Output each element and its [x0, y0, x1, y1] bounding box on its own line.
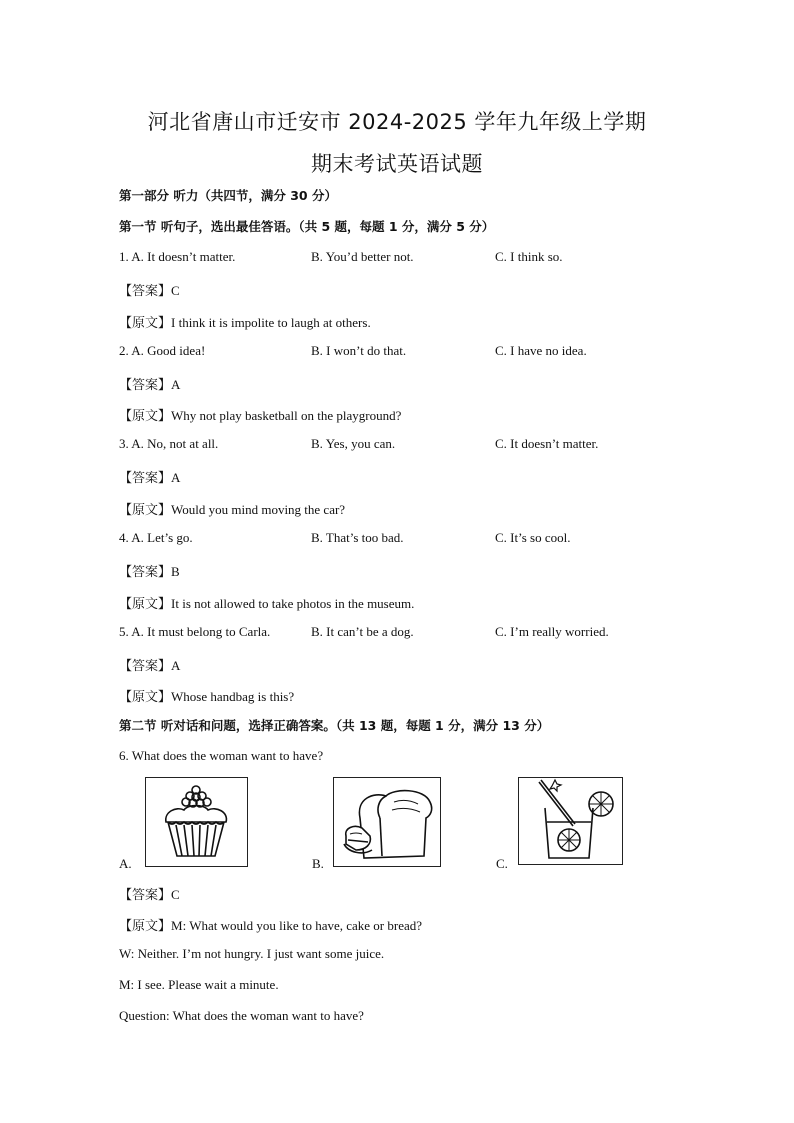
q2-option-c: C. I have no idea.: [495, 343, 587, 358]
script-tag: 【原文】: [119, 503, 172, 518]
q5-answer-value: A: [171, 658, 181, 673]
part1-heading: 第一部分 听力（共四节，满分 30 分）: [119, 188, 337, 203]
q5-option-c: C. I’m really worried.: [495, 624, 609, 639]
q3-answer: [119, 467, 180, 486]
q2-script: [119, 405, 401, 424]
page-subtitle: 期末考试英语试题: [311, 152, 483, 176]
q6-answer: [119, 884, 180, 903]
q2-answer-value: A: [171, 377, 181, 392]
q4-answer-value: B: [171, 564, 180, 579]
q6-script-line3: M: I see. Please wait a minute.: [119, 977, 279, 992]
q6-question: 6. What does the woman want to have?: [119, 748, 324, 763]
q1-answer: [119, 280, 180, 299]
q6-label-a: A.: [119, 856, 132, 871]
script-tag: 【原文】: [119, 316, 172, 331]
q3-script: [119, 499, 345, 518]
answer-tag: 【答案】: [119, 659, 172, 674]
q5-script-text: Whose handbag is this?: [171, 689, 295, 704]
answer-tag: 【答案】: [119, 565, 172, 580]
juice-icon: [518, 777, 623, 865]
q2-option-b: B. I won’t do that.: [311, 343, 407, 358]
q3-option-c: C. It doesn’t matter.: [495, 436, 599, 451]
q3-script-text: Would you mind moving the car?: [171, 502, 346, 517]
q6-label-c: C.: [496, 856, 508, 871]
q6-label-b: B.: [312, 856, 324, 871]
q2-answer: [119, 374, 180, 393]
cupcake-icon: [145, 777, 248, 867]
script-tag: 【原文】: [119, 690, 172, 705]
q1-script-text: I think it is impolite to laugh at others.: [171, 315, 371, 330]
q1-option-a: 1. A. It doesn’t matter.: [119, 249, 236, 264]
q6-script-line4: Question: What does the woman want to have?: [119, 1008, 364, 1023]
section2-heading: 第二节 听对话和问题，选择正确答案。（共 13 题，每题 1 分，满分 13 分）: [119, 718, 550, 733]
q5-option-a: 5. A. It must belong to Carla.: [119, 624, 271, 639]
q4-answer: [119, 561, 180, 580]
answer-tag: 【答案】: [119, 888, 172, 903]
q4-script-text: It is not allowed to take photos in the museum.: [171, 596, 415, 611]
answer-tag: 【答案】: [119, 284, 172, 299]
q6-answer-value: C: [171, 887, 180, 902]
q1-script: [119, 312, 371, 331]
q6-script-line2: W: Neither. I’m not hungry. I just want some juice.: [119, 946, 385, 961]
q4-option-a: 4. A. Let’s go.: [119, 530, 193, 545]
answer-tag: 【答案】: [119, 378, 172, 393]
q3-option-b: B. Yes, you can.: [311, 436, 396, 451]
q5-option-b: B. It can’t be a dog.: [311, 624, 414, 639]
q1-option-c: C. I think so.: [495, 249, 563, 264]
bread-icon: [333, 777, 441, 867]
script-tag: 【原文】: [119, 597, 172, 612]
q3-option-a: 3. A. No, not at all.: [119, 436, 219, 451]
q3-answer-value: A: [171, 470, 181, 485]
q5-script: [119, 686, 294, 705]
section1-heading: 第一节 听句子，选出最佳答语。（共 5 题，每题 1 分，满分 5 分）: [119, 219, 495, 234]
answer-tag: 【答案】: [119, 471, 172, 486]
q6-script-line1: M: What would you like to have, cake or bread?: [171, 918, 423, 933]
q1-option-b: B. You’d better not.: [311, 249, 414, 264]
q2-option-a: 2. A. Good idea!: [119, 343, 206, 358]
q1-answer-value: C: [171, 283, 180, 298]
page-title: 河北省唐山市迁安市 2024-2025 学年九年级上学期: [147, 110, 647, 134]
q5-answer: [119, 655, 180, 674]
script-tag: 【原文】: [119, 919, 172, 934]
q2-script-text: Why not play basketball on the playground?: [171, 408, 402, 423]
script-tag: 【原文】: [119, 409, 172, 424]
q6-script: [119, 915, 422, 934]
q4-option-c: C. It’s so cool.: [495, 530, 571, 545]
q4-script: [119, 593, 414, 612]
q4-option-b: B. That’s too bad.: [311, 530, 404, 545]
